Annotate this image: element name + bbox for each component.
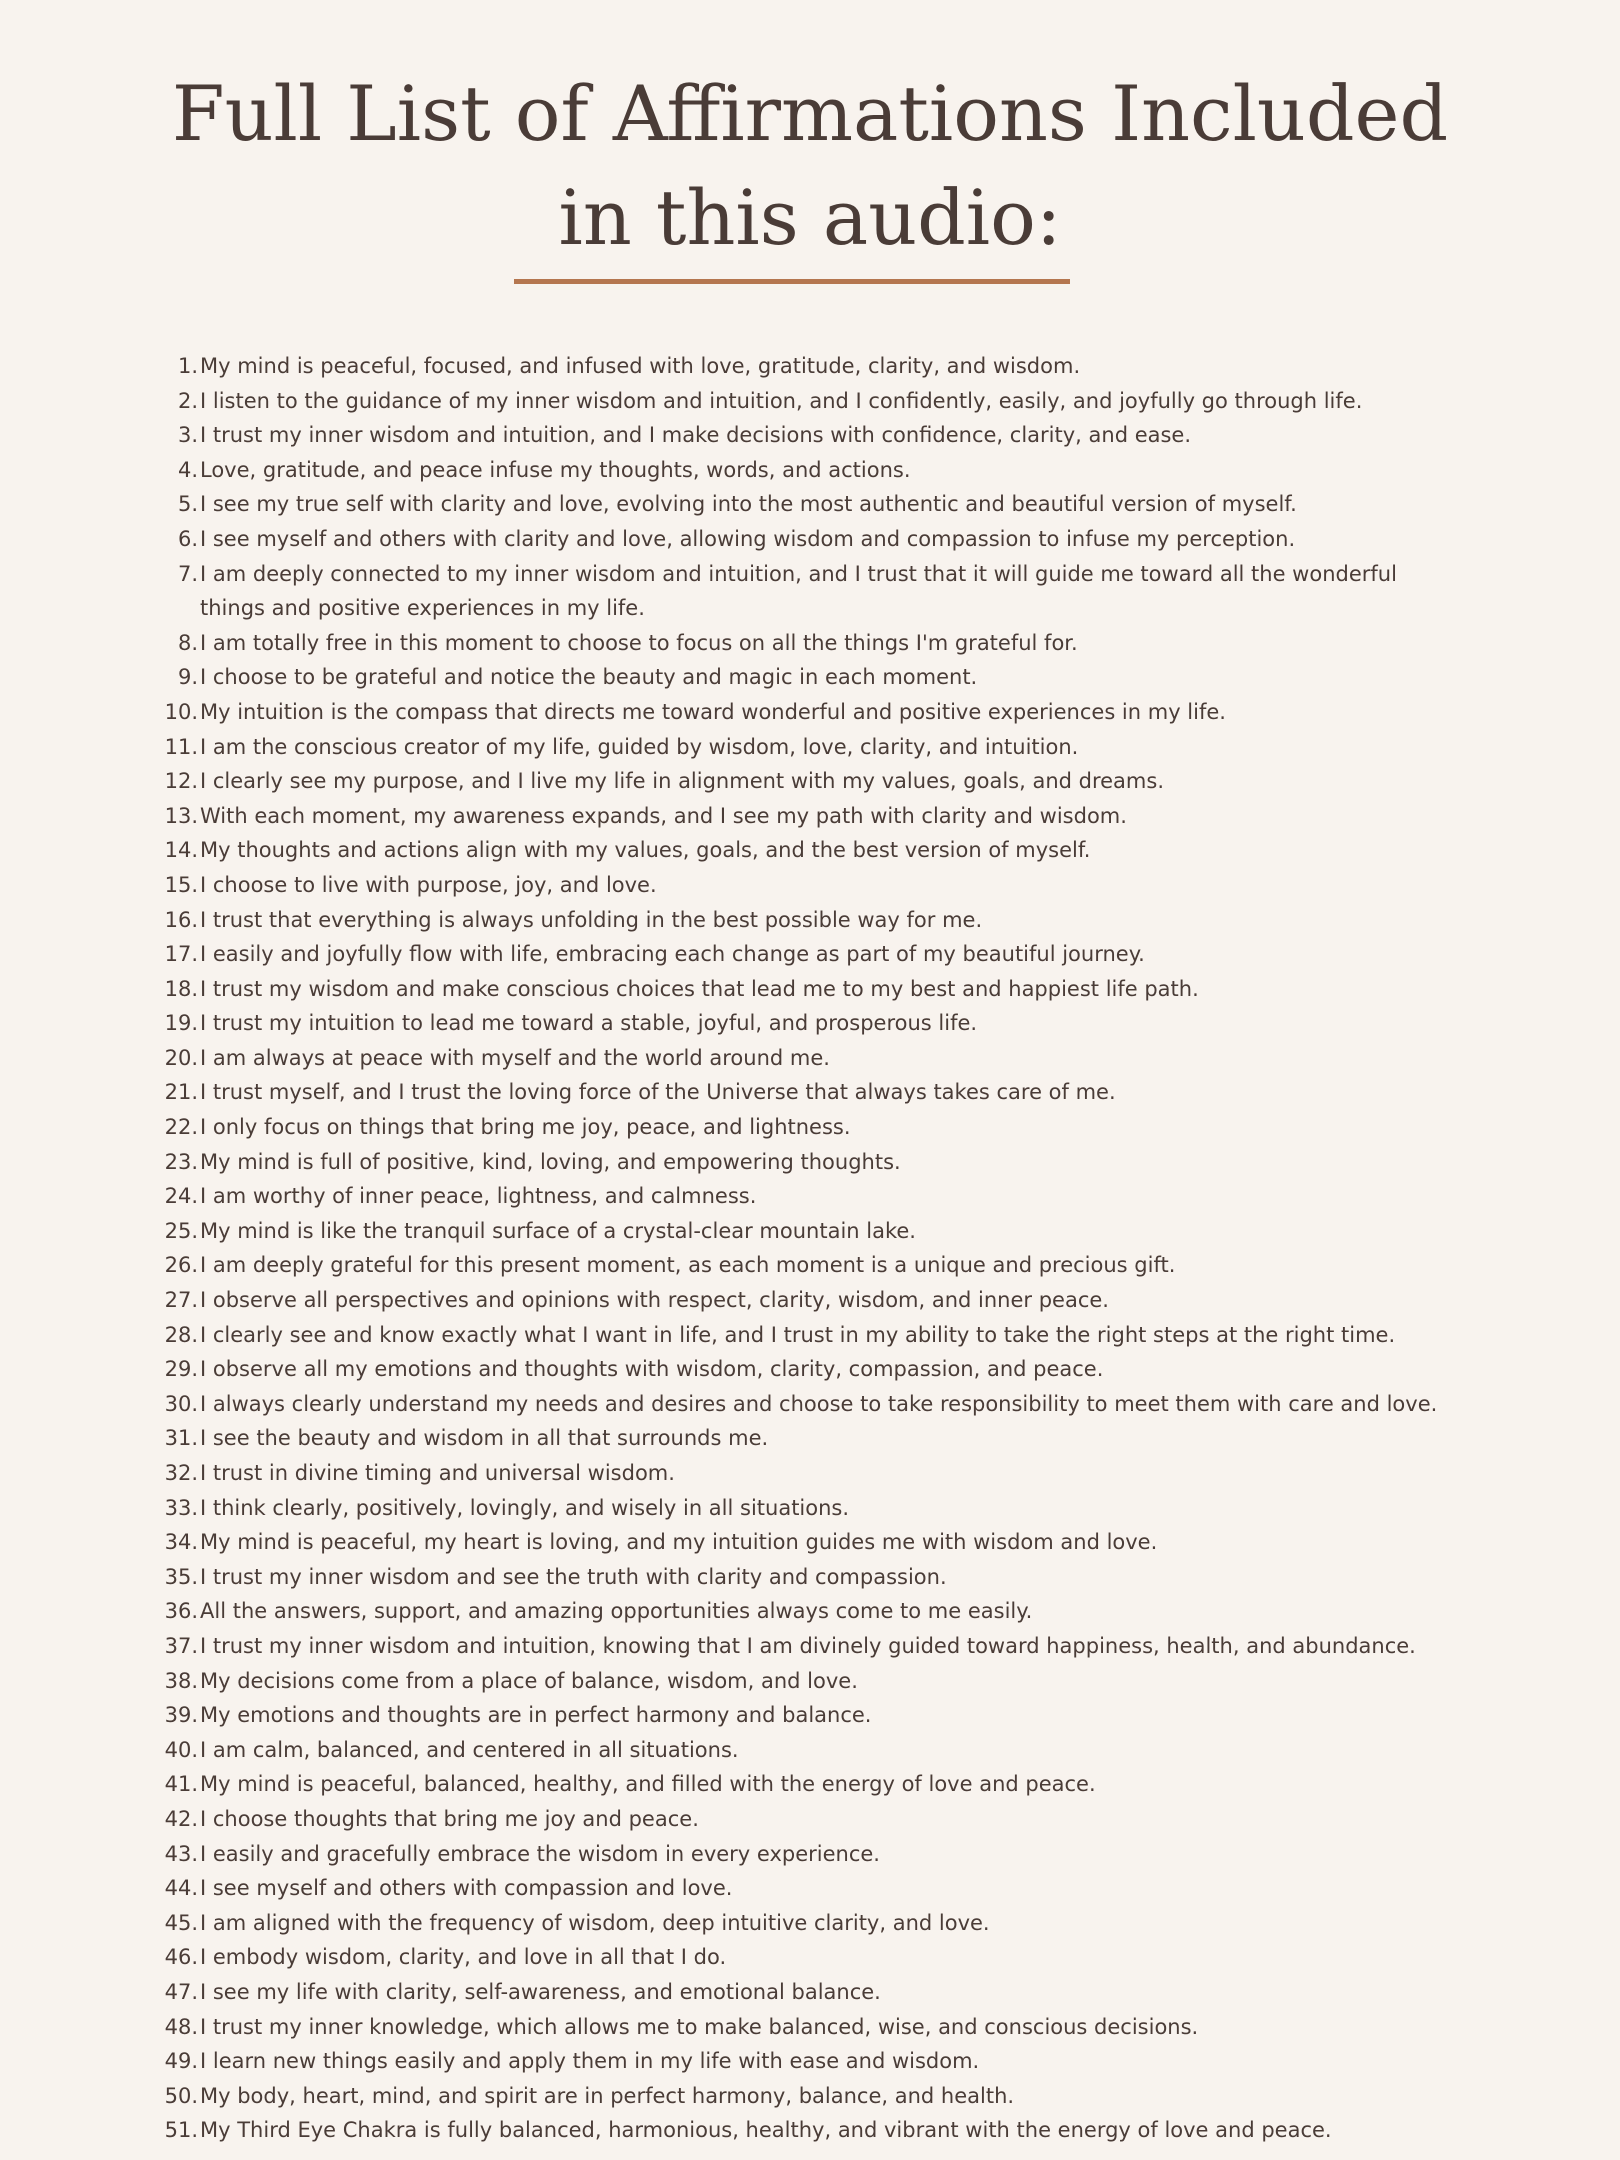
- page-title-line-2: in this audio:: [558, 173, 1062, 262]
- list-item-number: 51.: [164, 2118, 198, 2143]
- list-item-text: I choose to be grateful and notice the beauty and magic in each moment.: [200, 665, 978, 690]
- list-item-text: With each moment, my awareness expands, and I see my path with clarity and wisdom.: [200, 803, 1127, 828]
- list-item: [0, 1387, 1450, 1422]
- list-item: [0, 937, 1450, 972]
- list-item-text: I easily and joyfully flow with life, embracing each change as part of my beautiful journey.: [200, 942, 1145, 967]
- list-item-text: I clearly see my purpose, and I live my life in alignment with my values, goals, and dreams.: [200, 769, 1165, 794]
- list-item-number: 32.: [164, 1461, 198, 1485]
- list-item: [0, 2079, 1450, 2114]
- list-item-number: 44.: [164, 1876, 198, 1901]
- list-item: [0, 1767, 1450, 1802]
- list-item-text: My mind is full of positive, kind, loving, and empowering thoughts.: [200, 1149, 901, 1174]
- list-item-number: 39.: [164, 1703, 198, 1728]
- list-item-number: 36.: [164, 1599, 198, 1624]
- list-item-text: I trust my inner wisdom and intuition, knowing that I am divinely guided toward happiness, health, and abundance.: [200, 1633, 1416, 1658]
- list-item-number: 6.: [177, 526, 198, 551]
- list-item: [0, 1248, 1450, 1283]
- list-item: [0, 1837, 1450, 1872]
- list-item-number: 8.: [177, 630, 198, 655]
- list-item: [0, 487, 1450, 522]
- list-item-number: 30.: [164, 1391, 198, 1416]
- list-item-number: 27.: [164, 1288, 198, 1313]
- list-item: [0, 833, 1450, 868]
- page-title-line-1: Full List of Affirmations Included: [171, 69, 1449, 158]
- list-item-number: 20.: [164, 1045, 198, 1070]
- list-item-number: 49.: [164, 2049, 198, 2074]
- list-item-text: I trust that everything is always unfolding in the best possible way for me.: [200, 907, 983, 932]
- list-item-text: I am always at peace with myself and the world around me.: [200, 1045, 830, 1070]
- list-item: [0, 1075, 1450, 1110]
- list-item-text: I am totally free in this moment to choose to focus on all the things I'm grateful for.: [200, 630, 1078, 655]
- list-item-number: 2.: [177, 388, 198, 413]
- list-item-number: 14.: [164, 838, 198, 863]
- list-item-text: I see the beauty and wisdom in all that surrounds me.: [200, 1426, 769, 1451]
- list-item: [0, 1664, 1450, 1699]
- list-item-text: I am worthy of inner peace, lightness, and calmness.: [200, 1184, 757, 1209]
- list-item-text: My intuition is the compass that directs me toward wonderful and positive experiences in my life.: [200, 699, 1226, 724]
- list-item-text: My mind is peaceful, my heart is loving, and my intuition guides me with wisdom and love.: [200, 1530, 1158, 1555]
- list-item-text: I see my true self with clarity and love, evolving into the most authentic and beautiful version of myself.: [200, 492, 1297, 517]
- list-item-number: 24.: [164, 1184, 198, 1209]
- list-item-text: I trust myself, and I trust the loving force of the Universe that always takes care of me.: [200, 1080, 1116, 1105]
- list-item-text: I clearly see and know exactly what I want in life, and I trust in my ability to take the right steps at the right time.: [200, 1322, 1396, 1347]
- list-item-number: 47.: [164, 1979, 198, 2004]
- list-item: [0, 2044, 1450, 2079]
- list-item-text: I observe all my emotions and thoughts with wisdom, clarity, compassion, and peace.: [200, 1357, 1104, 1382]
- list-item-number: 33.: [164, 1495, 198, 1520]
- affirmation-list: [0, 349, 1620, 2148]
- list-item-text: My mind is peaceful, focused, and infused with love, gratitude, clarity, and wisdom.: [200, 354, 1081, 378]
- list-item-number: 35.: [164, 1564, 198, 1589]
- list-item: [0, 1456, 1450, 1491]
- list-item-number: 11.: [164, 734, 198, 759]
- list-item: [0, 418, 1450, 453]
- list-item-number: 34.: [164, 1530, 198, 1555]
- list-item: [0, 557, 1450, 626]
- list-item-text: I see myself and others with compassion and love.: [200, 1876, 733, 1901]
- list-item: [0, 1802, 1450, 1837]
- list-item-number: 17.: [164, 942, 198, 967]
- list-item-number: 43.: [164, 1841, 198, 1866]
- list-item-text: I choose thoughts that bring me joy and peace.: [200, 1806, 699, 1831]
- list-item: [0, 1041, 1450, 1076]
- list-item: [0, 1318, 1450, 1353]
- list-item-number: 48.: [164, 2014, 198, 2039]
- list-item-text: I observe all perspectives and opinions with respect, clarity, wisdom, and inner peace.: [200, 1288, 1109, 1313]
- list-item-text: I trust my inner knowledge, which allows me to make balanced, wise, and conscious decisions.: [200, 2014, 1199, 2039]
- list-item: [0, 660, 1450, 695]
- list-item-number: 28.: [164, 1322, 198, 1347]
- list-item-text: I listen to the guidance of my inner wisdom and intuition, and I confidently, easily, and joyfully go through life.: [200, 388, 1363, 413]
- list-item: [0, 1179, 1450, 1214]
- list-item-number: 16.: [164, 907, 198, 932]
- list-item-text: I embody wisdom, clarity, and love in all that I do.: [200, 1945, 727, 1970]
- list-item: [0, 1421, 1450, 1456]
- list-item: [0, 730, 1450, 765]
- list-item: [0, 972, 1450, 1007]
- list-item: [0, 695, 1450, 730]
- list-item: [0, 349, 1450, 384]
- list-item-text: I think clearly, positively, lovingly, and wisely in all situations.: [200, 1495, 850, 1520]
- list-item-number: 37.: [164, 1633, 198, 1658]
- list-item: [0, 764, 1450, 799]
- list-item: [0, 1629, 1450, 1664]
- list-item: [0, 1560, 1450, 1595]
- list-item: [0, 1906, 1450, 1941]
- list-item: [0, 1145, 1450, 1180]
- list-item-text: I choose to live with purpose, joy, and love.: [200, 872, 657, 897]
- list-item: [0, 1110, 1450, 1145]
- list-item-text: I see myself and others with clarity and love, allowing wisdom and compassion to infuse my perception.: [200, 526, 1296, 551]
- list-item: [0, 903, 1450, 938]
- list-item: [0, 384, 1450, 419]
- list-item-text: I trust my intuition to lead me toward a stable, joyful, and prosperous life.: [200, 1011, 978, 1036]
- list-item-number: 46.: [164, 1945, 198, 1970]
- list-item-text: My emotions and thoughts are in perfect harmony and balance.: [200, 1703, 872, 1728]
- list-item: [0, 1525, 1450, 1560]
- list-item-number: 40.: [164, 1737, 198, 1762]
- list-item-number: 9.: [177, 665, 198, 690]
- list-item-text: I easily and gracefully embrace the wisdom in every experience.: [200, 1841, 880, 1866]
- list-item-number: 4.: [177, 457, 198, 482]
- list-item-number: 29.: [164, 1357, 198, 1382]
- list-item-text: I trust my inner wisdom and intuition, and I make decisions with confidence, clarity, and ease.: [200, 423, 1192, 448]
- list-item-number: 22.: [164, 1115, 198, 1140]
- list-item-number: 10.: [164, 699, 198, 724]
- page-title: [0, 62, 1620, 270]
- list-item: [0, 1698, 1450, 1733]
- list-item: [0, 799, 1450, 834]
- list-item-number: 18.: [164, 976, 198, 1001]
- list-item-text: My decisions come from a place of balance, wisdom, and love.: [200, 1668, 858, 1693]
- list-item-number: 23.: [164, 1149, 198, 1174]
- list-item-text: I am calm, balanced, and centered in all situations.: [200, 1737, 739, 1762]
- list-item-text: I am the conscious creator of my life, guided by wisdom, love, clarity, and intuition.: [200, 734, 1079, 759]
- title-divider: [514, 279, 1070, 284]
- list-item-text: I am aligned with the frequency of wisdom, deep intuitive clarity, and love.: [200, 1910, 990, 1935]
- list-item-number: 15.: [164, 872, 198, 897]
- list-item-number: 13.: [164, 803, 198, 828]
- list-item-number: 19.: [164, 1011, 198, 1036]
- list-item: [0, 1594, 1450, 1629]
- list-item: [0, 1214, 1450, 1249]
- list-item-text: I learn new things easily and apply them in my life with ease and wisdom.: [200, 2049, 980, 2074]
- list-item: [0, 1733, 1450, 1768]
- list-item-number: 25.: [164, 1218, 198, 1243]
- list-item: [0, 1871, 1450, 1906]
- list-item-number: 12.: [164, 769, 198, 794]
- list-item: [0, 1352, 1450, 1387]
- list-item-text: I trust in divine timing and universal wisdom.: [200, 1461, 675, 1485]
- list-item-text: My Third Eye Chakra is fully balanced, harmonious, healthy, and vibrant with the energy of love and peace.: [200, 2118, 1332, 2143]
- list-item-number: 3.: [177, 423, 198, 448]
- list-item-number: 1.: [177, 354, 198, 378]
- list-item: [0, 1940, 1450, 1975]
- list-item-text: My thoughts and actions align with my values, goals, and the best version of myself.: [200, 838, 1091, 863]
- list-item: [0, 2113, 1450, 2148]
- list-item-text: I see my life with clarity, self-awareness, and emotional balance.: [200, 1979, 881, 2004]
- list-item-number: 26.: [164, 1253, 198, 1278]
- list-item: [0, 453, 1450, 488]
- list-item-text: I trust my wisdom and make conscious choices that lead me to my best and happiest life path.: [200, 976, 1199, 1001]
- list-item-text: I am deeply connected to my inner wisdom and intuition, and I trust that it will guide me toward all the wonderful things and positive experiences in my life.: [200, 561, 1397, 621]
- list-item-number: 41.: [164, 1772, 198, 1797]
- list-item-text: My mind is peaceful, balanced, healthy, and filled with the energy of love and peace.: [200, 1772, 1096, 1797]
- list-item-text: I trust my inner wisdom and see the truth with clarity and compassion.: [200, 1564, 947, 1589]
- list-item-text: My mind is like the tranquil surface of a crystal-clear mountain lake.: [200, 1218, 916, 1243]
- list-item: [0, 1283, 1450, 1318]
- list-item-text: I only focus on things that bring me joy, peace, and lightness.: [200, 1115, 851, 1140]
- list-item-number: 50.: [164, 2083, 198, 2108]
- list-item: [0, 1491, 1450, 1526]
- list-item-text: I always clearly understand my needs and desires and choose to take responsibility to meet them with care and love.: [200, 1391, 1438, 1416]
- list-item: [0, 1975, 1450, 2010]
- list-item: [0, 868, 1450, 903]
- list-item-number: 5.: [177, 492, 198, 517]
- list-item-number: 7.: [177, 561, 198, 586]
- list-item-text: All the answers, support, and amazing opportunities always come to me easily.: [200, 1599, 1033, 1624]
- list-item: [0, 626, 1450, 661]
- list-item: [0, 2010, 1450, 2045]
- list-item-number: 42.: [164, 1806, 198, 1831]
- list-item: [0, 1006, 1450, 1041]
- list-item-number: 21.: [164, 1080, 198, 1105]
- list-item-number: 45.: [164, 1910, 198, 1935]
- list-item-text: Love, gratitude, and peace infuse my thoughts, words, and actions.: [200, 457, 911, 482]
- list-item: [0, 522, 1450, 557]
- list-item-number: 31.: [164, 1426, 198, 1451]
- list-item-text: My body, heart, mind, and spirit are in perfect harmony, balance, and health.: [200, 2083, 1015, 2108]
- list-item-text: I am deeply grateful for this present moment, as each moment is a unique and precious gift.: [200, 1253, 1176, 1278]
- list-item-number: 38.: [164, 1668, 198, 1693]
